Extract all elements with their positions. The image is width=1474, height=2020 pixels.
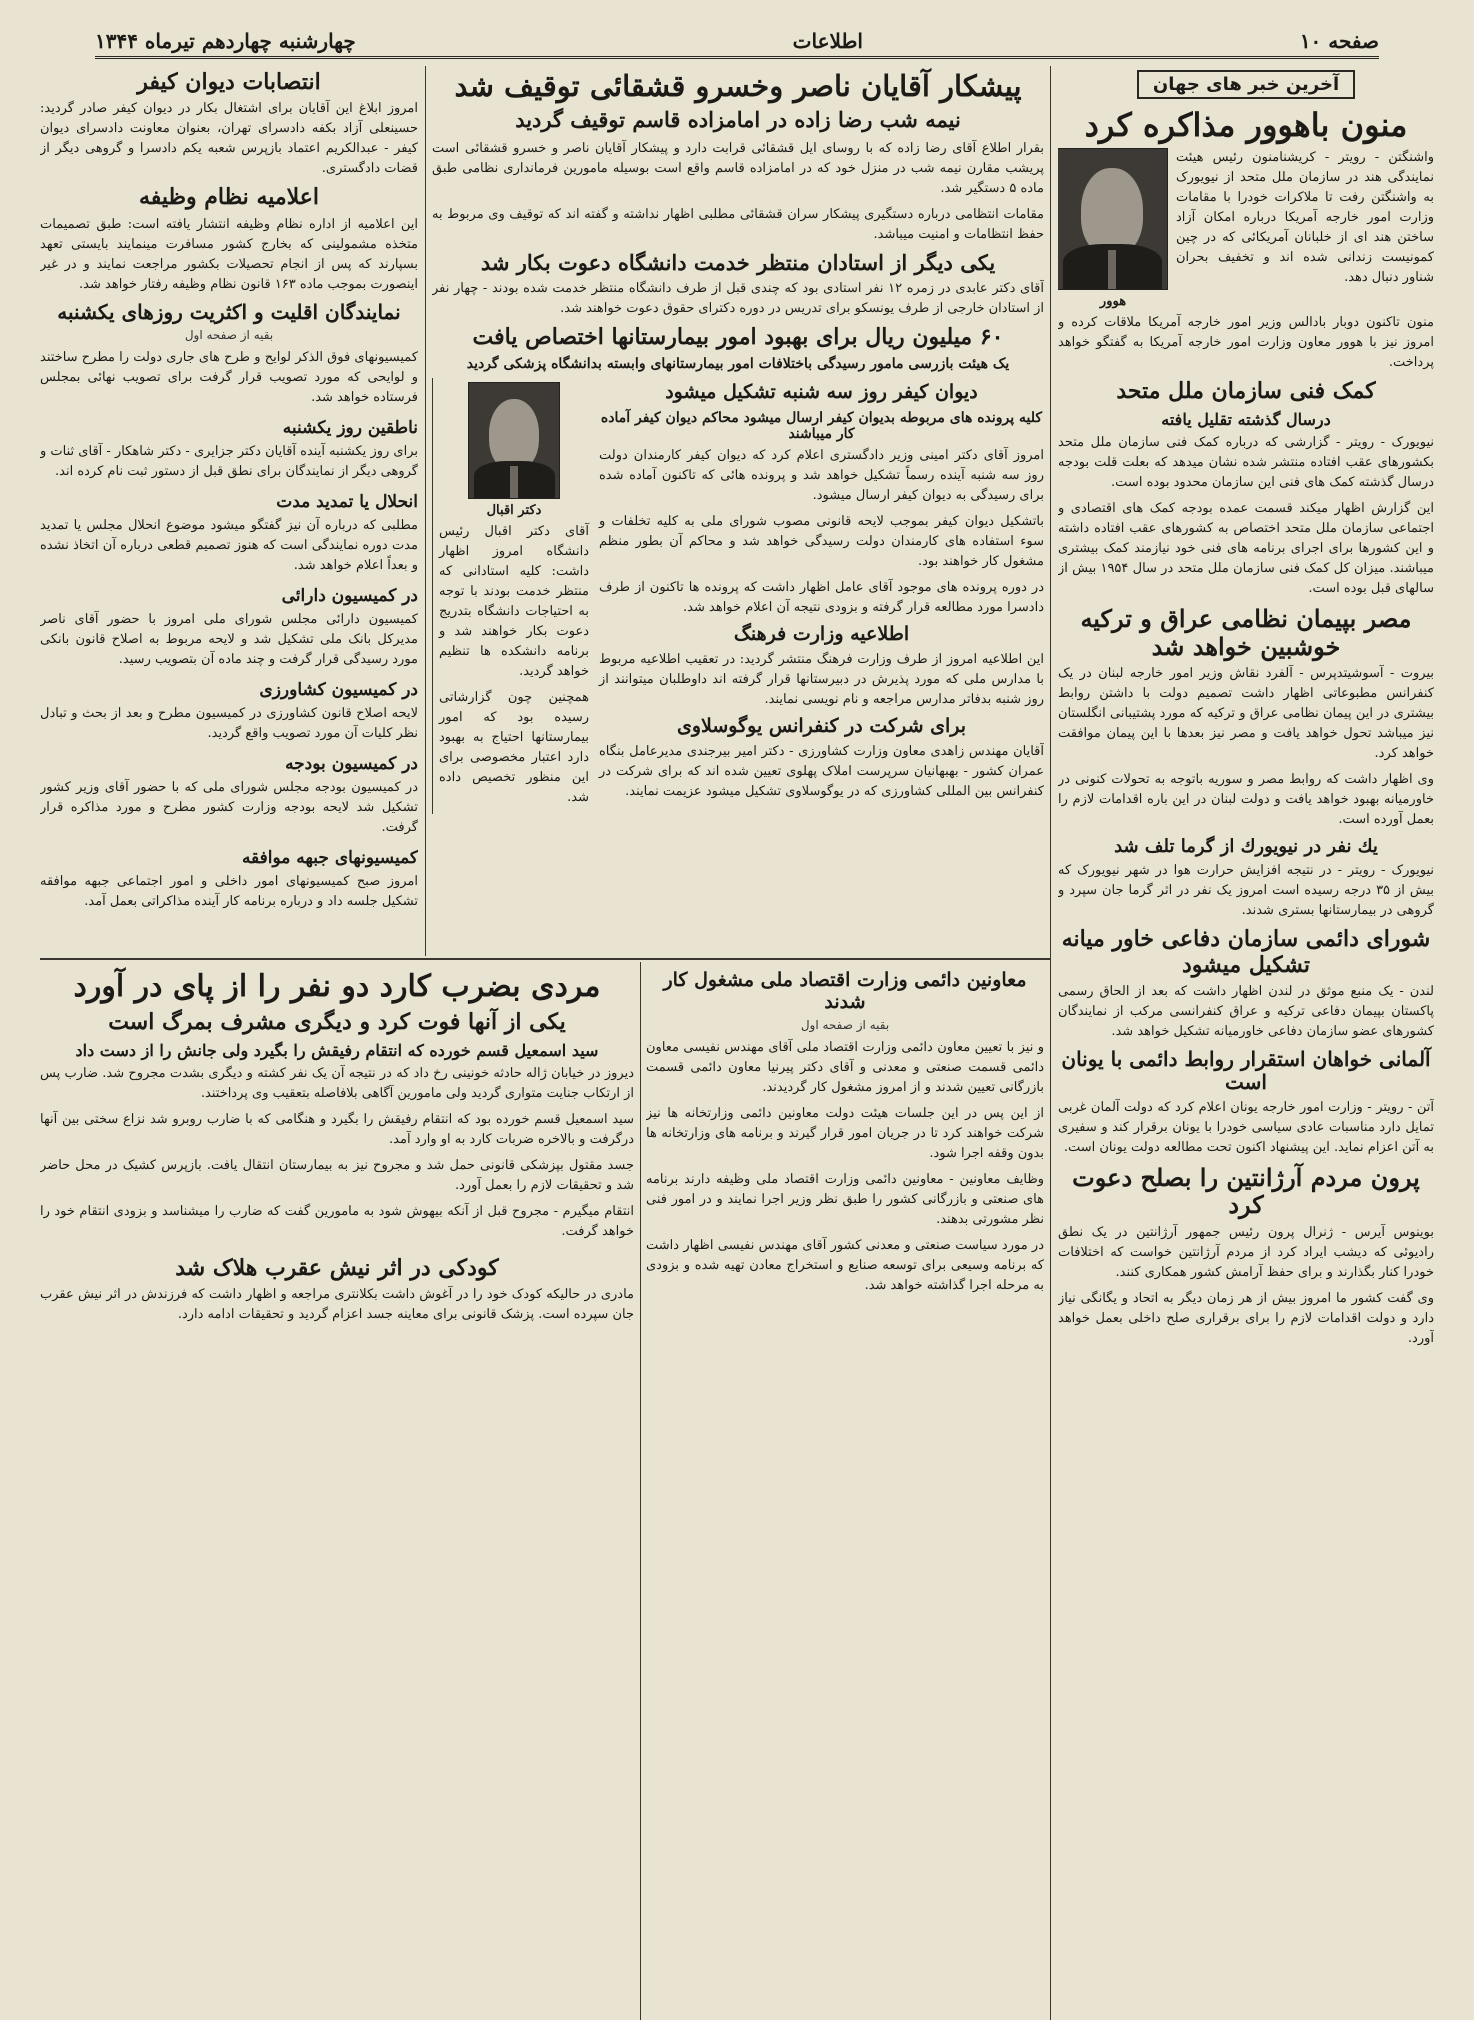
parliament-column bbox=[40, 66, 418, 952]
article-body: مقامات انتظامی درباره دستگیری پیشکار سران قشقائی مطلبی اظهار نداشته و گفته اند که توقیف وی مربوط به حفظ انتظامات و امنیت میباشد. bbox=[432, 206, 1044, 242]
article-body: لندن - یک منبع موثق در لندن اظهار داشت که بعد از الحاق رسمی پاکستان بپیمان دفاعی ترکیه و عراق کنفرانسی مرکب از نمایندگان کشورهای عضو سازمان دفاعی خاورمیانه تشکیل خواهد شد. bbox=[1058, 983, 1434, 1039]
page-number: صفحه ۱۰ bbox=[1299, 29, 1379, 53]
article-subheadline: نیمه شب رضا زاده در امامزاده قاسم توقیف گردید bbox=[515, 107, 961, 133]
article-subheadline: کلیه پرونده های مربوطه بدیوان کیفر ارسال میشود محاکم دیوان کیفر آماده کار میباشند bbox=[600, 409, 1043, 442]
article-body: دیروز در خیابان ژاله حادثه خونینی رخ داد که در نتیجه آن یک نفر کشته و دیگری بشدت مجروح شد. ضارب پس از ارتکاب جنایت متواری گردید ولی مامورین آگاهی بلافاصله بتعقیب وی پرداختند. bbox=[40, 1065, 634, 1101]
column-rule bbox=[425, 66, 426, 956]
article-headline: مصر بپیمان نظامی عراق و ترکیه خوشبین خواهد شد bbox=[1080, 604, 1412, 661]
section-subhead: انحلال یا تمدید مدت bbox=[276, 491, 418, 512]
article-body: مادری در حالیکه کودک خود را در آغوش داشت بکلانتری مراجعه و اظهار داشت که فرزندش در اثر نیش عقرب جان سپرده است. پزشک قانونی برای معاینه جسد اعزام گردید و تحقیقات ادامه دارد. bbox=[40, 1287, 634, 1323]
article-body: بیروت - آسوشیتدپرس - آلفرد نقاش وزیر امور خارجه لبنان در یک کنفرانس مطبوعاتی اظهار داشت تصمیم دولت با داشتن روابط بیشتری در این پیمان نظامی عراق و ترکیه که مورد پشتیبانی انگلستان نیز میباشد تحول خواهد یافت و مصر نیز بعدها با این پیمان موافقت خواهد کرد. bbox=[1058, 666, 1434, 762]
photo-caption: هوور bbox=[1099, 293, 1127, 309]
paper-name: اطلاعات bbox=[792, 29, 863, 53]
article-headline: پیشکار آقایان ناصر وخسرو قشقائی توقیف شد bbox=[454, 69, 1022, 103]
article-body: بقرار اطلاع آقای رضا زاده که با روسای ایل قشقائی قرابت دارد و پیشکار آقایان ناصر و خسرو قشقائی است پریشب مقارن نیمه شب در منزل خود که در امامزاده قاسم واقع است بوسیله مامورین فرمانداری نظامی طبق ماده ۵ دستگیر شد. bbox=[432, 140, 1044, 196]
article-headline: اعلامیه نظام وظیفه bbox=[138, 184, 320, 211]
article-headline: معاونین دائمی وزارت اقتصاد ملی مشغول کار شدند bbox=[663, 969, 1027, 1013]
column-rule bbox=[640, 962, 641, 2020]
article-body: آقای دکتر عابدی در زمره ۱۲ نفر استادی بود که چندی قبل از طرف دانشگاه منتظر خدمت شده بودند - چهار نفر از استادان خارجی از طرف یونسکو برای تدریس در دوره دکترای حقوق دعوت خواهند شد. bbox=[432, 280, 1044, 316]
article-headline: یکی دیگر از استادان منتظر خدمت دانشگاه دعوت بکار شد bbox=[480, 249, 996, 275]
article-body: در مورد سیاست صنعتی و معدنی کشور آقای مهندس نفیسی اظهار داشت که برنامه وسیعی برای توسعه صنایع و استخراج معادن تهیه شده و بزودی به مرحله اجرا گذاشته خواهد شد. bbox=[646, 1237, 1044, 1293]
column-rule bbox=[1050, 66, 1051, 2020]
article-body: لایحه اصلاح قانون کشاورزی در کمیسیون مطرح و بعد از بحث و تبادل نظر کلیات آن مورد تصویب واقع گردید. bbox=[40, 705, 418, 741]
article-headline: پرون مردم آرژانتین را بصلح دعوت کرد bbox=[1072, 1162, 1420, 1220]
section-subhead: در کمیسیون کشاورزی bbox=[259, 679, 418, 700]
article-headline: کودکی در اثر نیش عقرب هلاک شد bbox=[175, 1254, 499, 1281]
article-headline: اطلاعیه وزارت فرهنگ bbox=[733, 622, 910, 645]
article-headline: آلمانی خواهان استقرار روابط دائمی با یونان است bbox=[1061, 1046, 1431, 1094]
article-subheadline: درسال گذشته تقلیل یافته bbox=[1161, 410, 1331, 430]
article-body: آقایان مهندس زاهدی معاون وزارت کشاورزی - دکتر امیر بیرجندی مدیرعامل بنگاه عمران کشور - بهبهانیان سرپرست املاک پهلوی تعیین شده اند که برای شرکت در کنفرانس بین المللی کشاورزی که در یوگوسلاوی تشکیل میشود عزیمت نمایند. bbox=[599, 743, 1044, 799]
domestic-news-column bbox=[432, 66, 1044, 952]
photo-caption: دکتر اقبال bbox=[486, 502, 542, 518]
article-body: آتن - رویتر - وزارت امور خارجه یونان اعلام کرد که دولت آلمان غربی تمایل دارد مناسبات عادی سیاسی خودرا با یونان برقرار کند و سفیری به آتن اعزام نماید. این پیشنهاد اکنون تحت مطالعه دولت یونان است. bbox=[1058, 1099, 1434, 1155]
article-headline: مردی بضرب کارد دو نفر را از پای در آورد bbox=[73, 969, 601, 1004]
article-body: انتقام میگیرم - مجروح قبل از آنکه بیهوش شود به مامورین گفت که ضارب را میشناسد و بزودی انتقام خود را خواهد گرفت. bbox=[40, 1203, 634, 1239]
continued-note: بقیه از صفحه اول bbox=[800, 1017, 890, 1032]
article-subheadline: یک هیئت بازرسی مامور رسیدگی باختلافات امور بیمارستانهای وابسته بدانشگاه پزشکی گردید bbox=[466, 355, 1010, 372]
article-body: سید اسمعیل قسم خورده بود که انتقام رفیقش را بگیرد و هنگامی که با ضارب روبرو شد نزاع سختی بین آنها درگرفت و بالاخره ضربات کارد به او وارد آمد. bbox=[40, 1111, 634, 1147]
article-headline: نمایندگان اقلیت و اکثریت روزهای یکشنبه bbox=[57, 299, 401, 324]
article-body: منون تاکنون دوبار بادالس وزیر امور خارجه آمریکا ملاقات کرده و امروز نیز با هوور معاون وزارت امور خارجه آمریکا به گفتگو خواهد پرداخت. bbox=[1058, 314, 1434, 370]
article-body: واشنگتن - رویتر - کریشنامنون رئیس هیئت نمایندگی هند در سازمان ملل متحد از نیویورک به واشنگتن رفت تا ملاکرات خودرا با مقامات وزارت امور خارجه آمریکا درباره امکان آزاد ساختن هند ای از خلبانان آمریکائی که در چین کمونیست زندانی شده اند و تخفیف بحران شناور دنبال دهد. bbox=[1176, 149, 1434, 285]
article-body: در کمیسیون بودجه مجلس شورای ملی که با حضور آقای وزیر کشور تشکیل شد لایحه بودجه وزارت کشور مطرح و مورد مذاکره قرار گرفت. bbox=[40, 779, 418, 835]
section-subhead: در کمیسیون بودجه bbox=[285, 753, 418, 774]
article-body: نیویورک - رویتر - در نتیجه افزایش حرارت هوا در شهر نیویورک که بیش از ۳۵ درجه رسیده است امروز یک نفر در اثر گرما جان سپرد و گروهی در بیمارستانها بستری شدند. bbox=[1058, 863, 1434, 919]
portrait-photo bbox=[1058, 148, 1168, 290]
article-headline: کمک فنی سازمان ملل متحد bbox=[1116, 377, 1376, 404]
article-body: کمیسیونهای فوق الذکر لوایح و طرح های جاری دولت را مطرح ساختند و لوایحی که مورد تصویب قرار گرفت برای تصویب نهائی بمجلس فرستاده خواهد شد. bbox=[40, 349, 418, 405]
article-subheadline: یکی از آنها فوت کرد و دیگری مشرف بمرگ است bbox=[108, 1008, 566, 1035]
article-body: امروز آقای دکتر امینی وزیر دادگستری اعلام کرد که دیوان کیفر کارمندان دولت روز سه شنبه آینده رسماً تشکیل خواهد شد و پرونده هائی که تاکنون آماده شده برای رسیدگی به دیوان کیفر ارسال میشود. bbox=[599, 447, 1044, 503]
article-body: این اعلامیه از اداره نظام وظیفه انتشار یافته است: طبق تصمیمات متخذه مشمولینی که بخارج کشور مسافرت مینمایند بایستی تعهد بسپارند که پس از انجام تحصیلات بکشور مراجعت نمایند و در غیر اینصورت بموجب ماده ۱۶۳ قانون نظام وظیفه رفتار خواهد شد. bbox=[40, 216, 418, 292]
issue-date: چهارشنبه چهاردهم تیرماه ۱۳۴۴ bbox=[95, 29, 356, 53]
masthead bbox=[95, 26, 1379, 59]
article-body: جسد مقتول بپزشکی قانونی حمل شد و مجروح نیز به بیمارستان انتقال یافت. بازپرس کشیک در محل حاضر شد و تحقیقات لازم را بعمل آورد. bbox=[40, 1157, 634, 1193]
article-body: آقای دکتر اقبال رئیس دانشگاه امروز اظهار داشت: کلیه استادانی که منتظر خدمت بودند با توجه به احتیاجات دانشگاه بتدریج دعوت بکار خواهند شد و برنامه دانشکده ها تنظیم خواهد گردید. bbox=[439, 523, 589, 679]
article-body: امروز ابلاغ این آقایان برای اشتغال بکار در دیوان کیفر صادر گردید: حسینعلی آزاد بکفه دادسرای تهران، بعنوان معاونت دادسرای دیوان کیفر - عبدالکریم اعتماد بازپرس شعبه یکم دادسرا و گروهی دیگر از قضات دادگستری. bbox=[40, 101, 418, 177]
article-body: کمیسیون دارائی مجلس شورای ملی امروز با حضور آقای ناصر مدیرکل بانک ملی تشکیل شد و لایحه مربوط به اصلاح قانون بانکی مورد رسیدگی قرار گرفت و چند ماده آن بتصویب رسید. bbox=[40, 611, 418, 667]
section-subhead: ناطقین روز یکشنبه bbox=[282, 417, 418, 438]
world-news-label: آخرین خبر های جهان bbox=[1137, 70, 1355, 99]
article-headline: انتصابات دیوان کیفر bbox=[137, 69, 321, 95]
world-news-column bbox=[1058, 66, 1434, 2006]
article-body: وظایف معاونین - معاونین دائمی وزارت اقتصاد ملی وظیفه دارند برنامه های صنعتی و بازرگانی کشور را طبق نظر وزیر اجرا نمایند و در امور فنی نظر مشورتی بدهند. bbox=[646, 1171, 1044, 1227]
article-headline: ۶۰ میلیون ریال برای بهبود امور بیمارستانها اختصاص یافت bbox=[472, 323, 1004, 350]
article-headline: دیوان کیفر روز سه شنبه تشکیل میشود bbox=[665, 380, 978, 403]
continued-note: بقیه از صفحه اول bbox=[184, 327, 274, 342]
crime-article bbox=[40, 966, 634, 2006]
article-headline: یك نفر در نیویورك از گرما تلف شد bbox=[1114, 836, 1378, 858]
article-body: مطلبی که درباره آن نیز گفتگو میشود موضوع انحلال مجلس یا تمدید مدت دوره نمایندگی است که هنوز تصمیم قطعی درباره آن اتخاذ نشده و بعداً اعلام خواهد شد. bbox=[40, 517, 418, 573]
article-body: همچنین چون گزارشاتی رسیده بود که امور بیمارستانها احتیاج به بهبود دارد اعتبار مخصوصی برای این منظور تخصیص داده شد. bbox=[439, 689, 589, 805]
article-body: وی گفت کشور ما امروز بیش از هر زمان دیگر به اتحاد و یگانگی نیاز دارد و دولت اقدامات لازم را برای برقراری صلح داخلی بعمل خواهد آورد. bbox=[1058, 1291, 1434, 1347]
article-body: وی اظهار داشت که روابط مصر و سوریه باتوجه به تحولات کنونی در خاورمیانه بهبود خواهد یافت و دولت لبنان در این باره اقدامات لازم را بعمل آورده است. bbox=[1058, 772, 1434, 828]
article-headline: شورای دائمی سازمان دفاعی خاور میانه تشکیل میشود bbox=[1061, 926, 1431, 978]
article-body: برای روز یکشنبه آینده آقایان دکتر جزایری - دکتر شاهکار - آقای ثنات و گروهی دیگر از نمایندگان برای نطق قبل از دستور ثبت نام کرده اند. bbox=[40, 443, 418, 479]
section-subhead: کمیسیونهای جبهه موافقه bbox=[241, 847, 418, 868]
article-body: این گزارش اظهار میکند قسمت عمده بودجه کمک های اقتصادی و اجتماعی سازمان ملل متحد اختصاص به کشورهای عقب افتاده داشته و این کشورها برای اجرای برنامه های فنی خود نیازمند کمک بیشتری میباشند. میزان کل کمک فنی سازمان ملل متحد در سال ۱۹۵۴ بیش از سالهای قبل بوده است. bbox=[1058, 501, 1434, 597]
article-body: باتشکیل دیوان کیفر بموجب لایحه قانونی مصوب شورای ملی به کلیه تخلفات و سوء استفاده های کارمندان دولت رسیدگی خواهد شد و محاکم آن بطور منظم مشغول کار خواهند بود. bbox=[599, 513, 1044, 569]
article-body: نیویورک - رویتر - گزارشی که درباره کمک فنی سازمان ملل متحد بکشورهای عقب افتاده منتشر شده نشان میدهد که بعلت قلت بودجه درسال گذشته کمک های فنی این سازمان محدود بوده است. bbox=[1058, 435, 1434, 491]
article-body: بوینوس آیرس - ژنرال پرون رئیس جمهور آرژانتین در یک نطق رادیوئی که دیشب ایراد کرد از مردم آرژانتین خواست که اختلافات خودرا کنار بگذارند و برای حفظ آرامش کشور همکاری کنند. bbox=[1058, 1225, 1434, 1281]
article-body: از این پس در این جلسات هیئت دولت معاونین دائمی وزارتخانه ها نیز شرکت خواهند کرد تا در جریان امور قرار گیرند و برنامه های وزارتخانه ها بدون وقفه اجرا شود. bbox=[646, 1105, 1044, 1161]
portrait-photo bbox=[468, 382, 560, 499]
article-headline: برای شرکت در کنفرانس یوگوسلاوی bbox=[676, 714, 967, 737]
section-rule bbox=[40, 958, 1050, 960]
article-headline: منون باهوور مذاکره کرد bbox=[1084, 106, 1408, 144]
section-subhead: در کمیسیون دارائی bbox=[281, 585, 418, 606]
article-body: در دوره پرونده های موجود آقای عامل اظهار داشت که پرونده ها تاکنون از طرف دادسرا مورد مطالعه قرار گرفته و بزودی نتیجه آن اعلام خواهد شد. bbox=[599, 579, 1044, 615]
article-subheadline: سید اسمعیل قسم خورده که انتقام رفیقش را بگیرد ولی جانش را از دست داد bbox=[75, 1040, 599, 1060]
article-body: این اطلاعیه امروز از طرف وزارت فرهنگ منتشر گردید: در تعقیب اطلاعیه مربوط با مدارس ملی که مورد پذیرش در دبیرستانها قرار گرفته اند داوطلبان میتوانند از روز شنبه بدفاتر مدارس مراجعه و نام نویسی نمایند. bbox=[599, 651, 1044, 707]
article-body: و نیز با تعیین معاون دائمی وزارت اقتصاد ملی آقای مهندس نفیسی معاون دائمی قسمت صنعتی و معدنی و آقای دکتر پیرنیا معاون دائمی قسمت بازرگانی تعیین شدند و از امروز مشغول کار گردیدند. bbox=[646, 1039, 1044, 1095]
article-body: امروز صبح کمیسیونهای امور داخلی و امور اجتماعی جبهه موافقه تشکیل جلسه داد و درباره برنامه کار آینده مذاکراتی بعمل آمد. bbox=[40, 873, 418, 909]
economy-article bbox=[646, 966, 1044, 2006]
